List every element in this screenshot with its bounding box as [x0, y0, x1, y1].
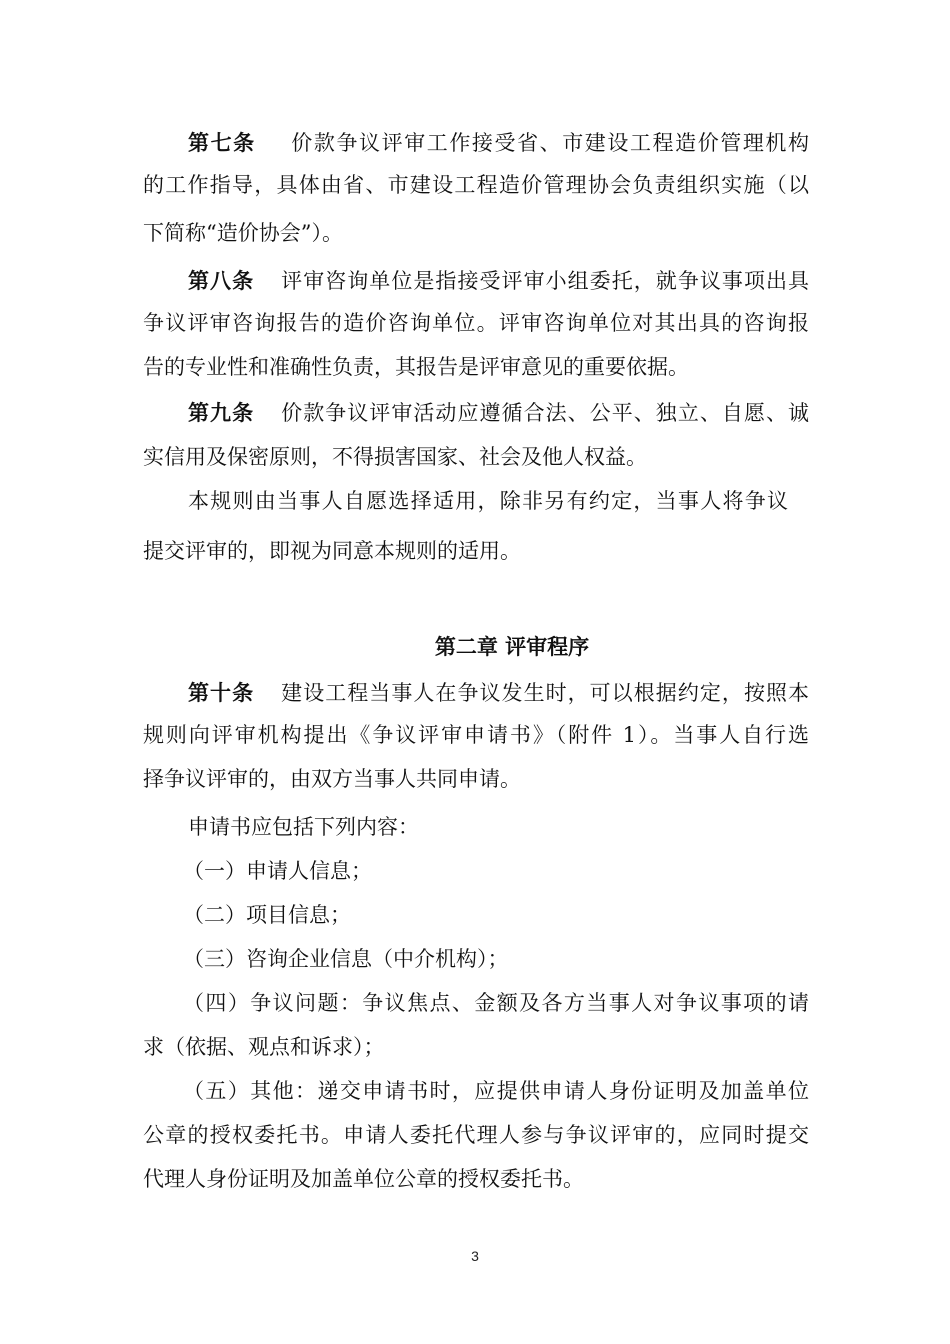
article-8-line-3: 告的专业性和准确性负责，其报告是评审意见的重要依据。 — [143, 355, 689, 379]
article-7-text: 价款争议评审工作接受省、市建设工程造价管理机构 — [289, 131, 810, 155]
application-item-4-line-1: （四）争议问题：争议焦点、金额及各方当事人对争议事项的请 — [183, 991, 809, 1015]
article-10-text: 建设工程当事人在争议发生时，可以根据约定，按照本 — [280, 681, 810, 705]
application-item-5-line-3: 代理人身份证明及加盖单位公章的授权委托书。 — [143, 1167, 584, 1191]
article-7-line-3: 下简称“造价协会”）。 — [143, 221, 343, 245]
scope-line-2: 提交评审的，即视为同意本规则的适用。 — [143, 539, 521, 563]
chapter-heading: 第二章 评审程序 — [434, 635, 590, 659]
article-8-line-1 — [188, 268, 809, 294]
article-10-line-2: 规则向评审机构提出《争议评审申请书》（附件 1）。当事人自行选 — [143, 723, 809, 747]
article-10-label: 第十条 — [188, 681, 255, 705]
article-7-label: 第七条 — [188, 131, 256, 155]
application-item-5-line-1: （五）其他：递交申请书时，应提供申请人身份证明及加盖单位 — [183, 1079, 809, 1103]
article-9-text: 价款争议评审活动应遵循合法、公平、独立、自愿、诚 — [280, 401, 810, 425]
application-item-4-line-2: 求（依据、观点和诉求）； — [143, 1035, 385, 1059]
application-item-3: （三）咨询企业信息（中介机构）； — [183, 947, 509, 971]
article-9-line-2: 实信用及保密原则，不得损害国家、社会及他人权益。 — [143, 445, 647, 469]
article-10-line-1 — [188, 680, 809, 706]
article-7-line-2: 的工作指导，具体由省、市建设工程造价管理协会负责组织实施（以 — [143, 173, 809, 197]
scope-line-1: 本规则由当事人自愿选择适用，除非另有约定，当事人将争议 — [188, 489, 788, 513]
page-number: 3 — [471, 1248, 479, 1264]
application-item-5-line-2: 公章的授权委托书。申请人委托代理人参与争议评审的，应同时提交 — [143, 1123, 809, 1147]
application-intro: 申请书应包括下列内容： — [188, 815, 419, 839]
article-8-line-2: 争议评审咨询报告的造价咨询单位。评审咨询单位对其出具的咨询报 — [143, 311, 809, 335]
article-10-line-3: 择争议评审的，由双方当事人共同申请。 — [143, 767, 521, 791]
article-8-text: 评审咨询单位是指接受评审小组委托，就争议事项出具 — [280, 269, 810, 293]
article-9-label: 第九条 — [188, 401, 255, 425]
application-item-1: （一）申请人信息； — [183, 859, 372, 883]
application-item-2: （二）项目信息； — [183, 903, 351, 927]
article-9-line-1 — [188, 400, 809, 426]
article-8-label: 第八条 — [188, 269, 255, 293]
article-7-line-1 — [188, 130, 809, 156]
